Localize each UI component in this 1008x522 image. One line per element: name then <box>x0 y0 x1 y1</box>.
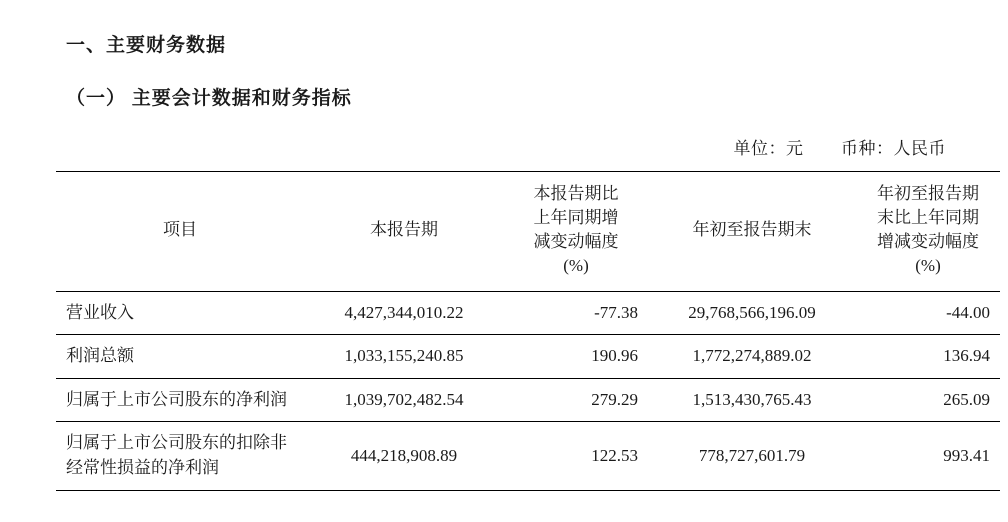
column-header-ytd: 年初至报告期末 <box>648 172 856 292</box>
table-row <box>56 422 1000 490</box>
cell-net-profit-ytd: 1,513,430,765.43 <box>648 378 856 422</box>
section-heading-accounting-data: （一） 主要会计数据和财务指标 <box>66 88 352 109</box>
table-row <box>56 291 1000 335</box>
cell-net-profit-excl-current-change: 122.53 <box>504 422 648 490</box>
cell-net-profit-excl-ytd: 778,727,601.79 <box>648 422 856 490</box>
column-header-ytd-change-line2: 末比上年同期 <box>877 208 979 228</box>
table-row <box>56 378 1000 422</box>
table-row <box>56 335 1000 379</box>
column-header-current-change-line2: 上年同期增 <box>533 208 619 228</box>
financial-data-table <box>56 171 1000 491</box>
cell-revenue-ytd-change: -44.00 <box>856 291 1000 335</box>
table-header-row <box>56 172 1000 292</box>
cell-net-profit-current-period: 1,039,702,482.54 <box>304 378 504 422</box>
column-header-ytd-change-line1: 年初至报告期 <box>877 184 979 203</box>
currency-label: 币种：人民币 <box>841 139 946 158</box>
cell-net-profit-ytd-change: 265.09 <box>856 378 1000 422</box>
column-header-current-change-line4: (%) <box>563 256 589 276</box>
unit-and-currency-line <box>56 134 952 159</box>
column-header-current-period-change <box>504 172 648 292</box>
column-header-ytd-change <box>856 172 1000 292</box>
cell-total-profit-current-change: 190.96 <box>504 335 648 379</box>
column-header-current-change-line3: 减变动幅度 <box>533 232 619 252</box>
cell-revenue-current-period: 4,427,344,010.22 <box>304 291 504 335</box>
section-heading-main-financial-data: 一、主要财务数据 <box>66 35 227 56</box>
column-header-ytd-change-line4: (%) <box>915 256 941 276</box>
column-header-current-change-line1: 本报告期比 <box>533 184 619 203</box>
row-label-net-profit-excl-nonrecurring: 归属于上市公司股东的扣除非经常性损益的净利润 <box>56 422 304 490</box>
unit-label: 单位：元 <box>733 139 804 158</box>
row-label-net-profit-attributable: 归属于上市公司股东的净利润 <box>56 378 304 422</box>
cell-net-profit-current-change: 279.29 <box>504 378 648 422</box>
row-label-revenue: 营业收入 <box>56 291 304 335</box>
column-header-current-period: 本报告期 <box>304 172 504 292</box>
cell-total-profit-ytd: 1,772,274,889.02 <box>648 335 856 379</box>
cell-total-profit-ytd-change: 136.94 <box>856 335 1000 379</box>
table-body <box>56 291 1000 490</box>
cell-total-profit-current-period: 1,033,155,240.85 <box>304 335 504 379</box>
column-header-ytd-change-line3: 增减变动幅度 <box>877 232 979 252</box>
row-label-total-profit: 利润总额 <box>56 335 304 379</box>
cell-net-profit-excl-ytd-change: 993.41 <box>856 422 1000 490</box>
cell-revenue-ytd: 29,768,566,196.09 <box>648 291 856 335</box>
table-header <box>56 172 1000 292</box>
cell-revenue-current-change: -77.38 <box>504 291 648 335</box>
column-header-item: 项目 <box>56 172 304 292</box>
cell-net-profit-excl-current-period: 444,218,908.89 <box>304 422 504 490</box>
